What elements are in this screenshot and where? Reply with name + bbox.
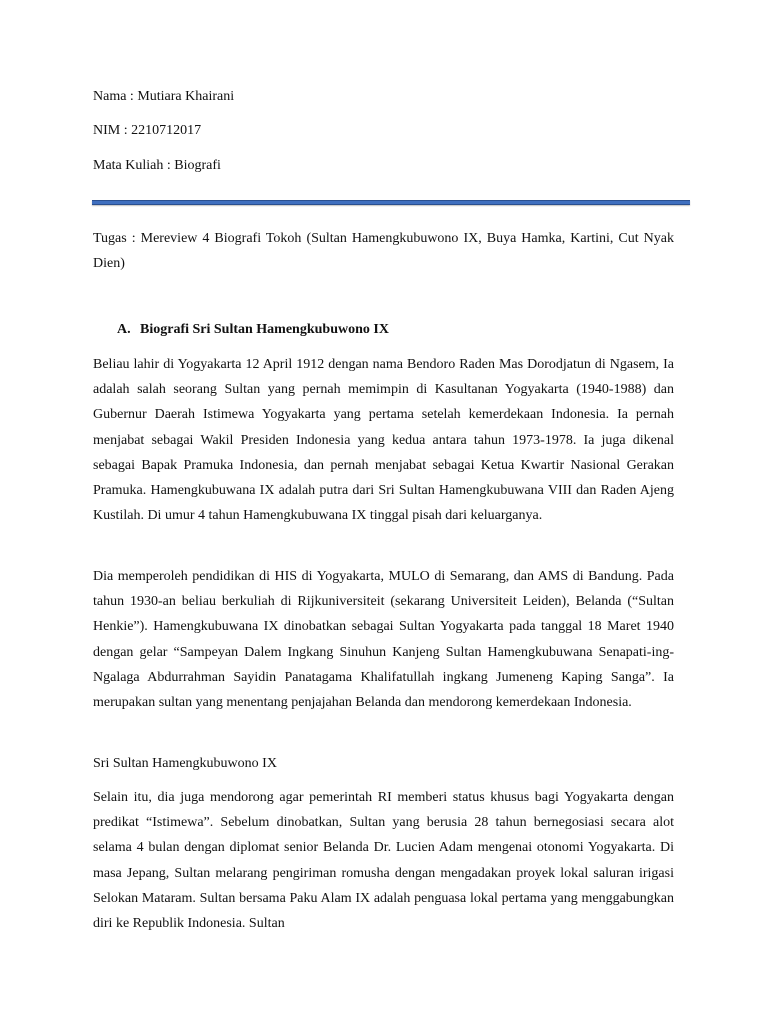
paragraph-education: Dia memperoleh pendidikan di HIS di Yogyakarta, MULO di Semarang, dan AMS di Bandung. Pada tahun 1930-an beliau berkuliah di Rijkuniversiteit (sekarang Universiteit Leiden), Belanda (“Sultan Henkie”). Hamengkubuwana IX dinobatkan sebagai Sultan Yogyakarta pada tanggal 18 Maret 1940 dengan gelar “Sampeyan Dalem Ingkang Sinuhun Kanjeng Sultan Hamengkubuwana Senapati-ing-Ngalaga Abdurrahman Sayidin Panatagama Khalifatullah ingkang Jumeneng Kaping Sanga”. Ia merupakan sultan yang menentang penjajahan Belanda dan mendorong kemerdekaan Indonesia. [93,569,674,711]
paragraph-birth: Beliau lahir di Yogyakarta 12 April 1912 dengan nama Bendoro Raden Mas Dorodjatun di Ngasem, Ia adalah salah seorang Sultan yang pernah memimpin di Kasultanan Yogyakarta (1940-1988) dan Gubernur Daerah Istimewa Yogyakarta yang pertama setelah kemerdekaan Indonesia. Ia pernah menjabat sebagai Wakil Presiden Indonesia yang kedua antara tahun 1973-1978. Ia juga dikenal sebagai Bapak Pramuka Indonesia, dan pernah menjabat sebagai Ketua Kwartir Nasional Gerakan Pramuka. Hamengkubuwana IX adalah putra dari Sri Sultan Hamengkubuwana VIII dan Raden Ajeng Kustilah. Di umur 4 tahun Hamengkubuwana IX tinggal pisah dari keluarganya. [93,357,674,524]
section-a-marker: A. [117,322,131,337]
task-description: Tugas : Mereview 4 Biografi Tokoh (Sultan Hamengkubuwono IX, Buya Hamka, Kartini, Cut Nyak Dien) [93,231,674,272]
course-line: Mata Kuliah : Biografi [93,158,221,173]
header-divider [92,200,690,205]
subheading-caption: Sri Sultan Hamengkubuwono IX [93,756,277,771]
section-a-title: Biografi Sri Sultan Hamengkubuwono IX [140,322,389,337]
paragraph-autonomy: Selain itu, dia juga mendorong agar pemerintah RI memberi status khusus bagi Yogyakarta dengan predikat “Istimewa”. Sebelum dinobatkan, Sultan yang berusia 28 tahun bernegosiasi secara alot selama 4 bulan dengan diplomat senior Belanda Dr. Lucien Adam mengenai otonomi Yogyakarta. Di masa Jepang, Sultan melarang pengiriman romusha dengan mengadakan proyek lokal saluran irigasi Selokan Mataram. Sultan bersama Paku Alam IX adalah penguasa lokal pertama yang menggabungkan diri ke Republik Indonesia. Sultan [93,790,674,932]
student-nim-line: NIM : 2210712017 [93,123,202,138]
student-name-line: Nama : Mutiara Khairani [93,89,235,104]
section-a-heading [117,321,389,339]
